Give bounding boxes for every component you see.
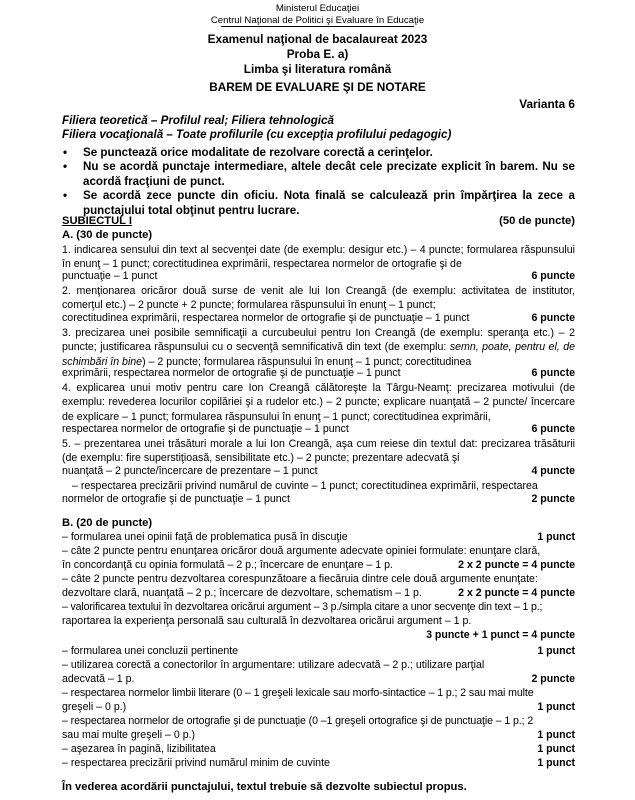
grading-rules-list	[62, 146, 575, 218]
b-criterion-7-cont: greşeli – 0 p.) 1 punct	[62, 701, 575, 713]
item-2-last: corectitudinea exprimării, respectarea normelor de ortografie şi de punctuaţie – 1 punct 6 puncte	[62, 312, 575, 324]
test-title: Proba E. a)	[286, 47, 349, 61]
b-criterion-2: – câte 2 puncte pentru enunţarea oricăror două argumente adecvate opiniei formulate: enunţare clară,	[62, 545, 541, 557]
item-3-last: exprimării, respectarea normelor de ortografie şi de punctuaţie – 1 punct 6 puncte	[62, 367, 575, 379]
part-a-title: A. (30 de puncte)	[62, 229, 153, 241]
b-criterion-10: – respectarea precizării privind numărul minim de cuvinte 1 punct	[62, 757, 575, 769]
item-1-text: 1. indicarea sensului din text al secvenţei date (de exemplu: desigur etc.) – 4 puncte; formularea răspunsului în enunţ – 1 punct; corectitudinea exprimării, respectarea normelor de ortografie şi de	[62, 244, 575, 271]
header-divider	[221, 26, 414, 27]
subject-title: Limba şi literatura română	[243, 62, 392, 76]
item-5-text-2: – respectarea precizării privind numărul de cuvinte – 1 punct; corectitudinea exprimării, respectarea	[72, 480, 538, 492]
bullet-icon: •	[63, 160, 68, 174]
rule-item: • Se punctează orice modalitate de rezolvare corectă a cerinţelor.	[63, 146, 433, 159]
item-5-last-2: normelor de ortografie şi de punctuaţie – 1 punct 2 puncte	[62, 493, 575, 505]
b-criterion-6-cont: adecvată – 1 p. 2 puncte	[62, 673, 575, 685]
bullet-icon: •	[63, 146, 68, 159]
part-b-title: B. (20 de puncte)	[62, 517, 153, 529]
b-criterion-1: – formularea unei opinii faţă de problematica pusă în discuţie 1 punct	[62, 531, 575, 543]
variant-label: Varianta 6	[519, 97, 575, 111]
item-5-text: 5. – prezentarea unei trăsături morale a lui Ion Creangă, aşa cum reiese din textul dat: precizarea trăsăturii (de exemplu: fire superstiţioasă, sensibilitate etc.) – 2 puncte; prezentare adecvată şi	[62, 438, 575, 465]
b-criterion-5: – formularea unei concluzii pertinente 1 punct	[62, 645, 575, 657]
b-criterion-9: – aşezarea în pagină, lizibilitatea 1 punct	[62, 743, 575, 755]
rule-item: • Se acordă zece puncte din oficiu. Nota finală se calculează prin împărţirea la zece a punctajului total obţinut pentru lucrare.	[63, 189, 575, 217]
ministry-name: Ministerul Educaţiei	[275, 3, 360, 14]
rule-item: • Nu se acordă punctaje intermediare, altele decât cele precizate explicit în barem. Nu se acordă fracţiuni de punct.	[63, 160, 575, 188]
b-criterion-3: – câte 2 puncte pentru dezvoltarea corespunzătoare a fiecăruia dintre cele două argumente enunţate:	[62, 573, 538, 585]
item-3-text: 3. precizarea unei posibile semnificaţii a curcubeului pentru Ion Creangă (de exemplu: speranţa etc.) – 2 puncte; justificarea răspunsului cu o secvenţă semnificativă din text (de exemplu: semn, poate, pentru el, de schimbări în bine) – 2 puncte; formularea răspunsului în enunţ – 1 punct; corectitudinea	[62, 327, 575, 368]
filiera-line-2: Filiera vocaţională – Toate profilurile (cu excepţia profilului pedagogic)	[62, 128, 452, 141]
b-criterion-8-cont: sau mai multe greşeli – 0 p.) 1 punct	[62, 729, 575, 741]
item-2-text: 2. menţionarea oricăror două surse de venit ale lui Ion Creangă (de exemplu: activitatea de institutor, comerţul etc.) – 2 puncte + 2 puncte; formularea răspunsului în enunţ – 1 punct;	[62, 285, 575, 312]
b-criterion-4-total: 3 puncte + 1 punct = 4 puncte	[426, 629, 575, 641]
b-criterion-4: – valorificarea textului în dezvoltarea oricărui argument – 3 p./simpla citare a unor secvenţe din text – 1 p.;	[62, 601, 543, 613]
b-criterion-3-cont: dezvoltare clară, nuanţată – 2 p.; încercare de dezvoltare, schematism – 1 p. 2 x 2 puncte = 4 puncte	[62, 587, 575, 599]
b-criterion-7: – respectarea normelor limbii literare (0 – 1 greşeli lexicale sau morfo-sintactice – 1 p.; 2 sau mai multe	[62, 687, 534, 699]
b-criterion-8: – respectarea normelor de ortografie şi de punctuaţie (0 –1 greşeli ortografice şi de punctuaţie – 1 p.; 2	[62, 715, 534, 727]
item-1-last: punctuaţie – 1 punct 6 puncte	[62, 270, 575, 282]
b-criterion-6: – utilizarea corectă a conectorilor în argumentare: utilizare adecvată – 2 p.; utilizare parţial	[62, 659, 485, 671]
item-5-last: nuanţată – 2 puncte/încercare de prezentare – 1 punct 4 puncte	[62, 465, 575, 477]
footer-note: În vederea acordării punctajului, textul trebuie să dezvolte subiectul propus.	[62, 781, 467, 793]
exam-title: Examenul naţional de bacalaureat 2023	[207, 32, 428, 46]
item-4-last: respectarea normelor de ortografie şi de punctuaţie – 1 punct 6 puncte	[62, 423, 575, 435]
filiera-line-1: Filiera teoretică – Profilul real; Filiera tehnologică	[62, 114, 334, 127]
b-criterion-2-cont: în concordanţă cu opinia formulată – 2 p.; încercare de enunţare – 1 p. 2 x 2 puncte = 4 puncte	[62, 559, 575, 571]
bullet-icon: •	[63, 189, 68, 203]
barem-title: BAREM DE EVALUARE ŞI DE NOTARE	[209, 80, 426, 94]
center-name: Centrul Naţional de Politici şi Evaluare în Educaţie	[210, 15, 425, 26]
b-criterion-4-cont: raportarea la experienţa personală sau culturală în dezvoltarea oricărui argument – 1 p.	[62, 615, 472, 627]
item-4-text: 4. explicarea unui motiv pentru care Ion Creangă călătoreşte la Târgu-Neamţ: precizarea motivului (de exemplu: revederea locurilor copilăriei şi a rudelor etc.) – 2 puncte; explicare nuanţată – 2 puncte/ încercare de explicare – 1 punct; formularea răspunsului în enunţ – 1 punct; corectitudinea exprimării,	[62, 382, 575, 423]
subiect-1-header: SUBIECTUL I (50 de puncte)	[62, 215, 575, 227]
